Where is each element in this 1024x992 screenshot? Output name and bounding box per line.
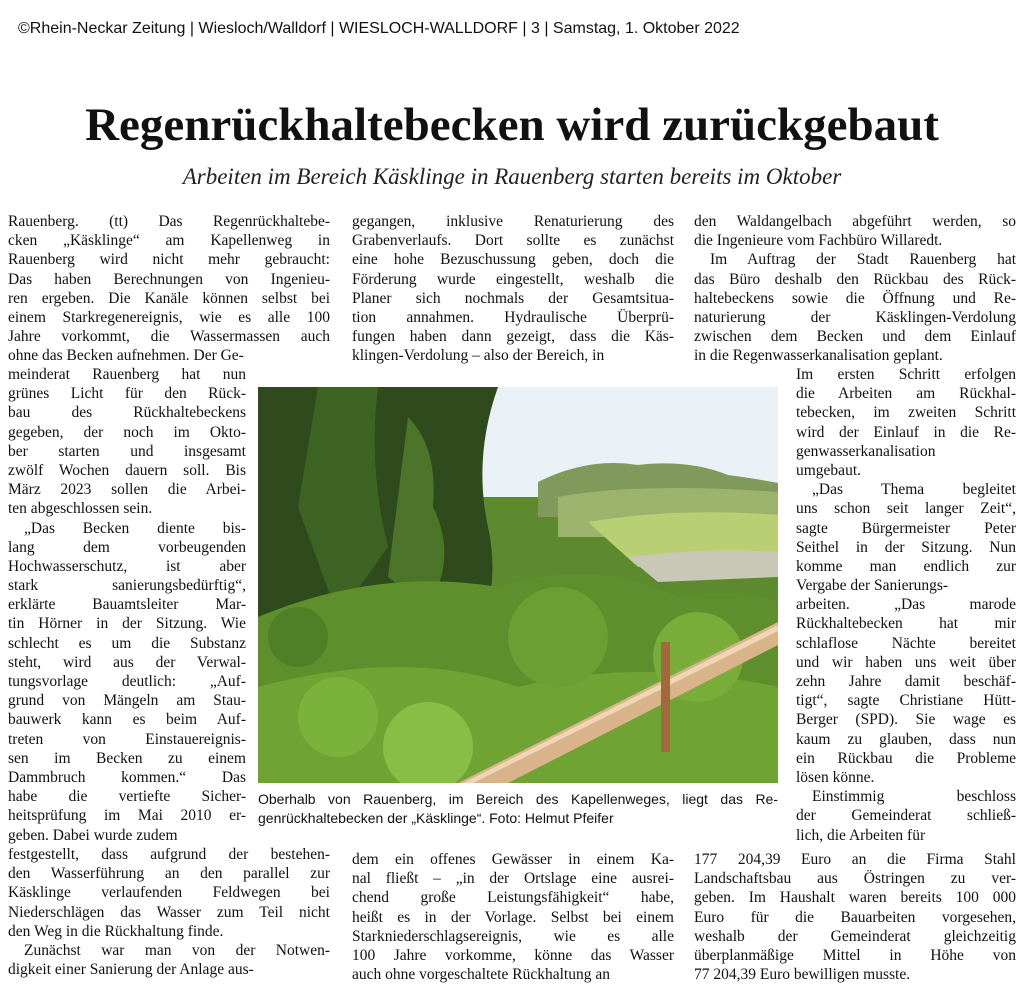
text-line: habe die vertiefte Sicher- <box>8 788 246 806</box>
text-line: Hochwasserschutz, ist aber <box>8 557 246 575</box>
text-line: Planer sich nochmals der Gesamtsitua- <box>352 289 674 307</box>
col1-bottom-text <box>8 845 330 979</box>
text-line: 77 204,39 Euro bewilligen musste. <box>694 966 911 984</box>
text-line: fungen haben dann gezeigt, dass die Käs- <box>352 328 674 346</box>
photo-caption <box>258 790 778 828</box>
text-line: geben. Im Haushalt waren bereits 100 000 <box>694 889 1016 907</box>
text-line: digkeit einer Sanierung der Anlage aus- <box>8 961 254 979</box>
text-line: komme man endlich zur <box>796 557 1016 575</box>
text-line: umgebaut. <box>796 461 861 479</box>
text-line: Niederschlägen das Wasser zum Teil nicht <box>8 903 330 921</box>
text-line: bauwerk kann es beim Auf- <box>8 711 246 729</box>
text-line: Seithel in der Sitzung. Nun <box>796 538 1016 556</box>
text-line: Rauenberg. (tt) Das Regenrückhaltebe- <box>8 213 330 230</box>
text-line: März 2023 sollen die Arbei- <box>8 481 246 499</box>
text-line: erklärte Bauamtsleiter Mar- <box>8 596 246 614</box>
caption-line-1: Oberhalb von Rauenberg, im Bereich des Kapellenweges, liegt das Re- <box>258 791 778 807</box>
text-line: heißt es in der Vorlage. Selbst bei einem <box>352 908 674 926</box>
text-line: Im Auftrag der Stadt Rauenberg hat <box>710 251 1016 269</box>
text-line: heitsprüfung im Mai 2010 er- <box>8 807 246 825</box>
text-line: lich, die Arbeiten für <box>796 826 926 844</box>
text-line: Vergabe der Sanierungs- <box>796 577 949 595</box>
text-line: gegangen, inklusive Renaturierung des <box>352 213 674 230</box>
text-line: auch ohne vorgeschaltete Rückhaltung an <box>352 966 610 984</box>
text-line: einem Starkregenereignis, wie es alle 100 <box>8 308 330 326</box>
text-line: Zunächst war man von der Notwen- <box>24 941 330 959</box>
text-line: weshalb der Gemeinderat gleichzeitig <box>694 927 1016 945</box>
text-line: lang dem vorbeugenden <box>8 538 246 556</box>
text-line: wird der Einlauf in die Re- <box>796 423 1016 441</box>
text-line: tigt“, sagte Christiane Hütt- <box>796 692 1016 710</box>
col3-bottom-text <box>694 850 1016 984</box>
text-line: ren ergeben. Die Kanäle können selbst bei <box>8 289 330 307</box>
text-line: die Ingenieure vom Fachbüro Willaredt. <box>694 232 943 250</box>
text-line: Dammbruch kommen.“ Das <box>8 768 246 786</box>
text-line: tungsvorlage deutlich: „Auf- <box>8 673 246 690</box>
text-line: nal fließt – „in der Ortslage eine ausrei- <box>352 870 674 888</box>
text-line: steht, wird aus der Verwal- <box>8 653 246 671</box>
text-line: geben. Dabei wurde zudem <box>8 826 178 844</box>
text-line: arbeiten. „Das marode <box>796 596 1016 614</box>
article-subheadline: Arbeiten im Bereich Käsklinge in Rauenberg starten bereits im Oktober <box>182 164 842 189</box>
text-line: tebecken, im zweiten Schritt <box>796 404 1016 422</box>
text-line: Jahre vorkommt, die Wassermassen auch <box>8 328 330 346</box>
text-line: sen im Becken zu einem <box>8 749 246 767</box>
text-line: 100 Jahre vorkomme, könne das Wasser <box>352 946 674 964</box>
text-line: tion annahmen. Hydraulische Überprü- <box>352 308 674 326</box>
text-line: Euro für die Bauarbeiten vorgesehen, <box>694 908 1016 926</box>
text-line: Grabenverlaufs. Dort sollte es zunächst <box>352 232 674 250</box>
text-line: der Gemeinderat schließ- <box>796 807 1016 825</box>
text-line: meinderat Rauenberg hat nun <box>8 366 246 383</box>
text-line: cken „Käsklinge“ am Kapellenweg in <box>8 232 330 250</box>
col3-mid-text <box>796 365 1016 845</box>
text-line: Förderung wurde eingestellt, weshalb die <box>352 270 674 288</box>
text-line: kaum zu glauben, dass nun <box>796 730 1016 748</box>
text-line: Berger (SPD). Sie wage es <box>796 711 1016 729</box>
publication-meta: ©Rhein-Neckar Zeitung | Wiesloch/Walldorf | WIESLOCH-WALLDORF | 3 | Samstag, 1. Oktober 2022 <box>18 20 740 37</box>
text-line: grünes Licht für den Rück- <box>8 385 246 403</box>
text-line: Rückhaltebecken hat mir <box>796 615 1016 633</box>
text-line: Das haben Berechnungen von Ingenieu- <box>8 270 330 288</box>
text-line: Käsklinge verlaufenden Feldwegen bei <box>8 884 330 902</box>
text-line: den Wasserführung an den parallel zur <box>8 865 330 883</box>
text-line: ber starten und insgesamt <box>8 442 246 460</box>
text-line: den Waldangelbach abgeführt werden, so <box>694 213 1016 230</box>
text-line: tin Hörner in der Sitzung. Wie <box>8 615 246 633</box>
text-line: bau des Rückhaltebeckens <box>8 404 246 422</box>
text-line: gegeben, der noch im Okto- <box>8 423 246 441</box>
col2-bottom-text <box>352 850 674 984</box>
text-line: Landschaftsbau aus Östringen zu ver- <box>694 870 1016 888</box>
text-line: genwasserkanalisation <box>796 442 936 460</box>
text-line: Einstimmig beschloss <box>812 788 1016 806</box>
col1-top-text <box>8 212 330 366</box>
col2-top-text <box>352 212 674 366</box>
text-line: sagte Bürgermeister Peter <box>796 519 1016 537</box>
text-line: in die Regenwasserkanalisation geplant. <box>694 347 943 365</box>
col3-top-text <box>694 212 1016 366</box>
text-line: zwischen dem Becken und dem Einlauf <box>694 328 1016 346</box>
text-line: ten abgeschlossen sein. <box>8 500 153 518</box>
text-line: zwölf Wochen dauern soll. Bis <box>8 461 246 479</box>
text-line: chend große Leistungsfähigkeit“ habe, <box>352 889 674 907</box>
text-line: 177 204,39 Euro an die Firma Stahl <box>694 851 1016 868</box>
text-line: Im ersten Schritt erfolgen <box>796 366 1016 383</box>
text-line: ein Rückbau die Probleme <box>796 749 1016 767</box>
text-line: schlecht es um die Substanz <box>8 634 246 652</box>
text-line: stark sanierungsbedürftig“, <box>8 577 246 595</box>
text-line: klingen-Verdolung – also der Bereich, in <box>352 347 605 365</box>
text-line: treten von Einstauereignis- <box>8 730 246 748</box>
col1-mid-text <box>8 365 246 845</box>
article-headline: Regenrückhaltebecken wird zurückgebaut <box>85 99 939 151</box>
text-line: naturierung der Käsklingen-Verdolung <box>694 308 1016 326</box>
text-line: die Arbeiten am Rückhal- <box>796 385 1016 403</box>
text-line: schlaflose Nächte bereitet <box>796 634 1016 652</box>
text-line: ohne das Becken aufnehmen. Der Ge- <box>8 347 244 365</box>
text-line: „Das Thema begleitet <box>812 481 1016 499</box>
text-line: und wir haben uns weit über <box>796 653 1016 671</box>
text-line: grund von Mängeln am Stau- <box>8 692 246 710</box>
text-line: dem ein offenes Gewässer in einem Ka- <box>352 851 674 868</box>
text-line: lösen könne. <box>796 768 875 786</box>
text-line: den Weg in die Rückhaltung finde. <box>8 922 224 940</box>
text-line: „Das Becken diente bis- <box>24 519 246 537</box>
caption-line-2: genrückhaltebecken der „Käsklinge“. Foto: Helmut Pfeifer <box>258 810 614 826</box>
article-photo <box>258 387 778 783</box>
text-line: festgestellt, dass aufgrund der bestehen- <box>8 846 330 863</box>
text-line: überplanmäßige Mittel in Höhe von <box>694 946 1016 964</box>
text-line: eine hohe Bezuschussung geben, doch die <box>352 251 674 269</box>
text-line: zehn Jahre damit beschäf- <box>796 673 1016 690</box>
text-line: das Büro deshalb den Rückbau des Rück- <box>694 270 1016 288</box>
text-line: Rauenberg wird nicht mehr gebraucht: <box>8 251 330 269</box>
text-line: Starkniederschlagsereignis, wie es alle <box>352 927 674 945</box>
text-line: uns schon seit langer Zeit“, <box>796 500 1016 518</box>
text-line: haltebeckens sowie die Öffnung und Re- <box>694 289 1016 307</box>
